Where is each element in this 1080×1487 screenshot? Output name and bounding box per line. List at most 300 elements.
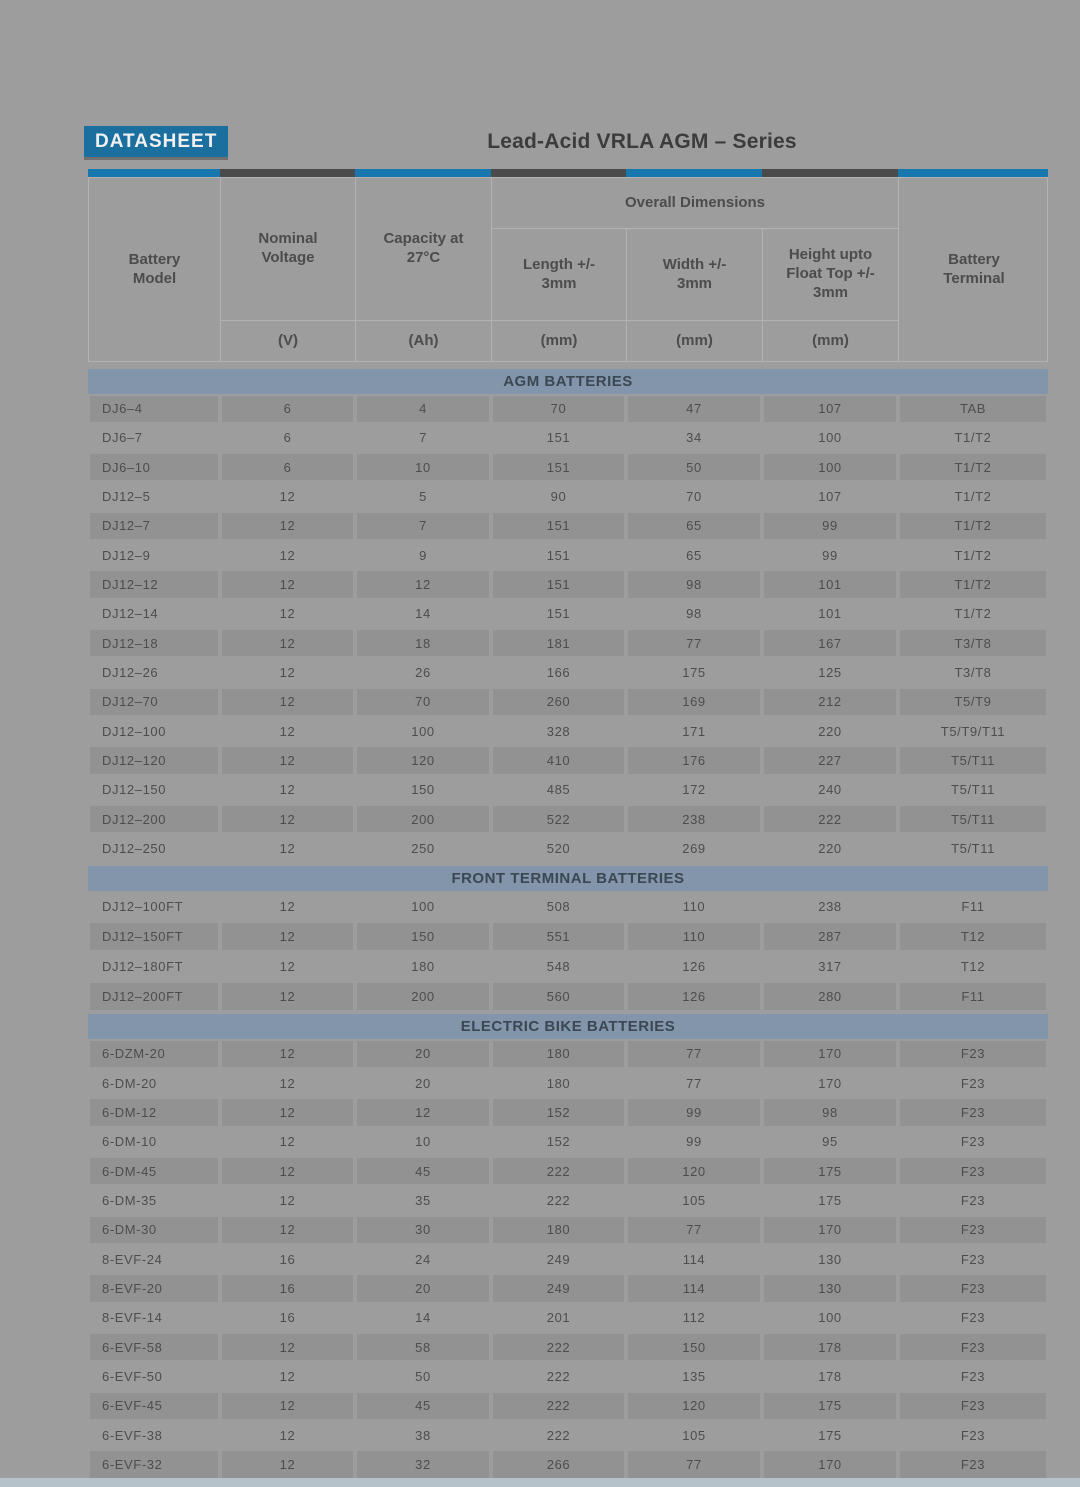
cell-terminal: T1/T2 — [954, 489, 992, 505]
accent-segment — [355, 169, 491, 177]
section-header — [88, 369, 1048, 394]
cell-voltage: 12 — [222, 1393, 353, 1419]
cell-width: 112 — [682, 1310, 706, 1326]
cell-terminal: F23 — [900, 1334, 1046, 1360]
cell-model: DJ6–4 — [90, 396, 218, 422]
accent-segment — [220, 169, 355, 177]
cell-height: 220 — [818, 723, 842, 739]
cell-capacity: 38 — [415, 1427, 431, 1443]
cell-capacity: 30 — [357, 1217, 489, 1243]
table-row — [88, 951, 1048, 981]
cell-capacity: 45 — [357, 1393, 489, 1419]
cell-height: 227 — [764, 747, 896, 773]
cell-height: 170 — [818, 1075, 842, 1091]
cell-capacity: 120 — [357, 747, 489, 773]
table-row — [88, 1450, 1048, 1479]
cell-height: 178 — [818, 1369, 842, 1385]
cell-capacity: 150 — [357, 923, 489, 950]
cell-voltage: 12 — [222, 513, 353, 539]
column-group-overall-dimensions: Overall Dimensions — [492, 178, 899, 229]
cell-voltage: 12 — [222, 1334, 353, 1360]
cell-model: DJ12–5 — [102, 489, 151, 505]
table-row — [88, 746, 1048, 775]
table-header — [88, 177, 1048, 362]
cell-capacity: 7 — [419, 430, 427, 446]
cell-model: 6-DM-30 — [90, 1217, 218, 1243]
cell-height: 130 — [818, 1251, 842, 1267]
cell-terminal: T1/T2 — [954, 430, 992, 446]
cell-voltage: 6 — [222, 454, 353, 480]
cell-length: 151 — [493, 571, 624, 597]
cell-capacity: 200 — [357, 983, 489, 1010]
cell-width: 169 — [628, 689, 760, 715]
cell-length: 180 — [493, 1041, 624, 1067]
cell-voltage: 12 — [279, 1427, 296, 1443]
cell-height: 220 — [818, 841, 842, 857]
unit-length: (mm) — [492, 321, 627, 361]
cell-height: 98 — [764, 1099, 896, 1125]
cell-model: 6-DM-12 — [90, 1099, 218, 1125]
cell-capacity: 58 — [357, 1334, 489, 1360]
cell-width: 47 — [628, 396, 760, 422]
column-header-battery-model: Battery Model — [89, 178, 221, 361]
cell-terminal: F23 — [900, 1041, 1046, 1067]
cell-model: DJ12–18 — [90, 630, 218, 656]
cell-height: 240 — [818, 782, 842, 798]
cell-model: DJ12–200 — [90, 806, 218, 832]
cell-length: 166 — [546, 665, 571, 681]
table-row — [88, 1157, 1048, 1186]
cell-terminal: T1/T2 — [954, 606, 992, 622]
cell-width: 98 — [628, 571, 760, 597]
cell-voltage: 12 — [279, 1193, 296, 1209]
cell-terminal: T5/T11 — [900, 747, 1046, 773]
cell-voltage: 12 — [279, 782, 296, 798]
cell-capacity: 50 — [415, 1369, 431, 1385]
cell-width: 65 — [628, 513, 760, 539]
table-row — [88, 834, 1048, 863]
cell-length: 151 — [546, 547, 571, 563]
cell-length: 249 — [493, 1275, 624, 1301]
cell-length: 410 — [493, 747, 624, 773]
section-title: FRONT TERMINAL BATTERIES — [451, 870, 685, 888]
cell-terminal: F23 — [900, 1217, 1046, 1243]
accent-segment — [762, 169, 898, 177]
cell-terminal: T1/T2 — [900, 454, 1046, 480]
cell-model: DJ12–26 — [102, 665, 159, 681]
bottom-strip — [0, 1478, 1080, 1487]
cell-width: 114 — [628, 1275, 760, 1301]
cell-height: 222 — [764, 806, 896, 832]
cell-terminal: F23 — [960, 1251, 986, 1267]
cell-terminal: F23 — [960, 1369, 986, 1385]
cell-width: 135 — [682, 1369, 706, 1385]
table-row — [88, 541, 1048, 570]
cell-length: 551 — [493, 923, 624, 950]
table-row — [88, 775, 1048, 804]
page-title: Lead-Acid VRLA AGM – Series — [487, 130, 797, 153]
cell-height: 107 — [764, 396, 896, 422]
table-row — [88, 687, 1048, 716]
table-row — [88, 1333, 1048, 1362]
table-row — [88, 394, 1048, 423]
cell-model: 6-EVF-50 — [102, 1369, 163, 1385]
cell-model: DJ6–7 — [102, 430, 143, 446]
cell-capacity: 12 — [357, 571, 489, 597]
table-row — [88, 1245, 1048, 1274]
table-row — [88, 717, 1048, 746]
cell-voltage: 12 — [279, 958, 296, 974]
cell-capacity: 26 — [415, 665, 431, 681]
table-row — [88, 1186, 1048, 1215]
table-row — [88, 1391, 1048, 1420]
table-row — [88, 1215, 1048, 1244]
cell-terminal: T12 — [960, 958, 986, 974]
unit-voltage: (V) — [221, 321, 356, 361]
cell-height: 175 — [764, 1158, 896, 1184]
cell-height: 95 — [822, 1134, 838, 1150]
cell-voltage: 12 — [279, 547, 296, 563]
cell-terminal: F23 — [900, 1451, 1046, 1477]
cell-height: 170 — [764, 1217, 896, 1243]
column-header-nominal-voltage: Nominal Voltage — [221, 178, 356, 321]
cell-height: 175 — [818, 1193, 842, 1209]
cell-voltage: 12 — [222, 1158, 353, 1184]
cell-terminal: T3/T8 — [900, 630, 1046, 656]
cell-width: 77 — [628, 630, 760, 656]
cell-width: 126 — [682, 958, 706, 974]
cell-length: 508 — [546, 898, 571, 914]
cell-width: 120 — [628, 1393, 760, 1419]
cell-model: DJ12–180FT — [102, 958, 184, 974]
cell-length: 222 — [546, 1193, 571, 1209]
cell-length: 201 — [546, 1310, 571, 1326]
cell-terminal: T5/T9 — [900, 689, 1046, 715]
cell-voltage: 12 — [279, 606, 296, 622]
cell-voltage: 6 — [222, 396, 353, 422]
cell-model: DJ12–120 — [90, 747, 218, 773]
cell-capacity: 35 — [415, 1193, 431, 1209]
cell-capacity: 9 — [419, 547, 427, 563]
cell-terminal: F23 — [900, 1393, 1046, 1419]
cell-height: 130 — [764, 1275, 896, 1301]
cell-height: 170 — [764, 1041, 896, 1067]
cell-voltage: 12 — [279, 841, 296, 857]
cell-width: 65 — [686, 547, 702, 563]
table-row — [88, 658, 1048, 687]
battery-table — [88, 169, 1048, 1479]
table-row — [88, 511, 1048, 540]
cell-length: 180 — [546, 1075, 571, 1091]
cell-voltage: 6 — [283, 430, 292, 446]
cell-height: 170 — [764, 1451, 896, 1477]
cell-model: 6-EVF-58 — [90, 1334, 218, 1360]
cell-width: 99 — [628, 1099, 760, 1125]
cell-model: 6-EVF-32 — [90, 1451, 218, 1477]
cell-model: DJ12–70 — [90, 689, 218, 715]
table-row — [88, 482, 1048, 511]
cell-capacity: 100 — [411, 898, 435, 914]
table-row — [88, 570, 1048, 599]
cell-voltage: 12 — [222, 983, 353, 1010]
cell-width: 105 — [682, 1427, 706, 1443]
section-header — [88, 866, 1048, 891]
cell-height: 107 — [818, 489, 842, 505]
cell-model: 6-DM-20 — [102, 1075, 157, 1091]
cell-length: 180 — [493, 1217, 624, 1243]
cell-voltage: 12 — [222, 1041, 353, 1067]
cell-terminal: T3/T8 — [954, 665, 992, 681]
cell-width: 77 — [628, 1041, 760, 1067]
cell-capacity: 18 — [357, 630, 489, 656]
table-body — [88, 369, 1048, 1479]
cell-length: 222 — [493, 1393, 624, 1419]
cell-terminal: F23 — [960, 1193, 986, 1209]
table-row — [88, 1303, 1048, 1332]
cell-height: 101 — [764, 571, 896, 597]
cell-terminal: T12 — [900, 923, 1046, 950]
table-row — [88, 1069, 1048, 1098]
cell-height: 238 — [818, 898, 842, 914]
cell-height: 212 — [764, 689, 896, 715]
cell-model: DJ12–100FT — [102, 898, 184, 914]
cell-model: 6-EVF-38 — [102, 1427, 163, 1443]
cell-width: 77 — [628, 1451, 760, 1477]
cell-width: 114 — [682, 1251, 706, 1267]
cell-capacity: 12 — [357, 1099, 489, 1125]
cell-terminal: T1/T2 — [900, 571, 1046, 597]
cell-model: 6-DM-10 — [102, 1134, 157, 1150]
cell-voltage: 16 — [279, 1251, 296, 1267]
cell-capacity: 20 — [415, 1075, 431, 1091]
cell-model: 6-EVF-45 — [90, 1393, 218, 1419]
cell-voltage: 12 — [279, 723, 296, 739]
cell-model: 8-EVF-24 — [102, 1251, 163, 1267]
cell-length: 151 — [493, 454, 624, 480]
cell-voltage: 16 — [279, 1310, 296, 1326]
cell-capacity: 32 — [357, 1451, 489, 1477]
cell-length: 520 — [546, 841, 571, 857]
cell-width: 77 — [628, 1217, 760, 1243]
cell-length: 90 — [550, 489, 567, 505]
cell-terminal: F23 — [900, 1275, 1046, 1301]
cell-terminal: T5/T9/T11 — [940, 723, 1006, 739]
accent-segment — [88, 169, 220, 177]
cell-width: 70 — [686, 489, 702, 505]
table-row — [88, 921, 1048, 951]
cell-voltage: 12 — [222, 1217, 353, 1243]
cell-length: 222 — [493, 1334, 624, 1360]
cell-model: DJ12–7 — [90, 513, 218, 539]
cell-length: 222 — [493, 1158, 624, 1184]
column-header-battery-terminal: Battery Terminal — [943, 250, 1005, 287]
table-row — [88, 599, 1048, 628]
cell-model: DJ12–100 — [102, 723, 167, 739]
cell-width: 99 — [686, 1134, 702, 1150]
cell-voltage: 12 — [222, 689, 353, 715]
cell-width: 50 — [628, 454, 760, 480]
cell-capacity: 100 — [411, 723, 435, 739]
cell-capacity: 70 — [357, 689, 489, 715]
cell-height: 280 — [764, 983, 896, 1010]
column-header-width: Width +/- 3mm — [627, 229, 763, 321]
cell-width: 269 — [682, 841, 706, 857]
table-row — [88, 1127, 1048, 1156]
cell-capacity: 20 — [357, 1275, 489, 1301]
cell-width: 171 — [682, 723, 706, 739]
cell-terminal: F23 — [900, 1158, 1046, 1184]
cell-height: 178 — [764, 1334, 896, 1360]
cell-width: 126 — [628, 983, 760, 1010]
cell-height: 100 — [764, 454, 896, 480]
cell-voltage: 12 — [222, 571, 353, 597]
cell-height: 175 — [818, 1427, 842, 1443]
cell-voltage: 16 — [222, 1275, 353, 1301]
cell-height: 287 — [764, 923, 896, 950]
cell-terminal: F23 — [960, 1075, 986, 1091]
cell-voltage: 12 — [222, 923, 353, 950]
cell-capacity: 250 — [411, 841, 435, 857]
cell-model: DJ12–200FT — [90, 983, 218, 1010]
cell-length: 548 — [546, 958, 571, 974]
cell-voltage: 12 — [222, 806, 353, 832]
table-row — [88, 423, 1048, 452]
cell-length: 222 — [546, 1427, 571, 1443]
cell-length: 151 — [546, 606, 571, 622]
cell-terminal: F11 — [961, 898, 985, 914]
cell-model: 6-DM-35 — [102, 1193, 157, 1209]
table-row — [88, 629, 1048, 658]
cell-capacity: 10 — [357, 454, 489, 480]
cell-height: 175 — [764, 1393, 896, 1419]
cell-terminal: F11 — [900, 983, 1046, 1010]
cell-length: 522 — [493, 806, 624, 832]
cell-capacity: 180 — [411, 958, 435, 974]
cell-voltage: 12 — [279, 1075, 296, 1091]
cell-capacity: 14 — [415, 1310, 431, 1326]
cell-model: DJ12–12 — [90, 571, 218, 597]
cell-voltage: 12 — [222, 630, 353, 656]
cell-length: 560 — [493, 983, 624, 1010]
cell-voltage: 12 — [222, 747, 353, 773]
table-row — [88, 891, 1048, 921]
cell-height: 100 — [818, 430, 842, 446]
cell-capacity: 45 — [357, 1158, 489, 1184]
cell-model: DJ12–150FT — [90, 923, 218, 950]
section-title: AGM BATTERIES — [503, 373, 633, 390]
cell-capacity: 14 — [415, 606, 431, 622]
cell-height: 317 — [818, 958, 842, 974]
cell-width: 176 — [628, 747, 760, 773]
cell-width: 98 — [686, 606, 702, 622]
accent-segment — [491, 169, 626, 177]
cell-capacity: 10 — [415, 1134, 431, 1150]
cell-model: DJ6–10 — [90, 454, 218, 480]
cell-length: 260 — [493, 689, 624, 715]
table-row — [88, 453, 1048, 482]
cell-voltage: 12 — [222, 1451, 353, 1477]
cell-capacity: 5 — [419, 489, 427, 505]
table-row — [88, 1274, 1048, 1303]
cell-height: 100 — [818, 1310, 842, 1326]
cell-length: 249 — [546, 1251, 571, 1267]
cell-width: 150 — [628, 1334, 760, 1360]
cell-model: DJ12–14 — [102, 606, 159, 622]
cell-capacity: 7 — [357, 513, 489, 539]
cell-model: DJ12–9 — [102, 547, 151, 563]
cell-voltage: 12 — [279, 1369, 296, 1385]
cell-terminal: F23 — [960, 1310, 986, 1326]
datasheet-badge: DATASHEET — [84, 126, 228, 157]
cell-height: 99 — [822, 547, 838, 563]
cell-width: 105 — [682, 1193, 706, 1209]
cell-height: 167 — [764, 630, 896, 656]
unit-height: (mm) — [763, 321, 899, 361]
table-row — [88, 1098, 1048, 1127]
table-row — [88, 805, 1048, 834]
cell-terminal: T1/T2 — [900, 513, 1046, 539]
table-row — [88, 1421, 1048, 1450]
cell-voltage: 12 — [279, 489, 296, 505]
table-row — [88, 1039, 1048, 1068]
cell-width: 172 — [682, 782, 706, 798]
cell-terminal: TAB — [900, 396, 1046, 422]
table-row — [88, 1362, 1048, 1391]
unit-width: (mm) — [627, 321, 763, 361]
cell-terminal: T5/T11 — [951, 841, 995, 857]
cell-length: 152 — [546, 1134, 571, 1150]
section-header — [88, 1014, 1048, 1039]
cell-length: 181 — [493, 630, 624, 656]
accent-segment — [626, 169, 762, 177]
cell-terminal: F23 — [960, 1427, 986, 1443]
cell-length: 151 — [546, 430, 571, 446]
cell-terminal: T5/T11 — [951, 782, 995, 798]
column-header-length: Length +/- 3mm — [492, 229, 627, 321]
cell-width: 34 — [686, 430, 702, 446]
cell-length: 328 — [546, 723, 571, 739]
cell-length: 222 — [546, 1369, 571, 1385]
cell-length: 152 — [493, 1099, 624, 1125]
table-row — [88, 981, 1048, 1011]
accent-bar — [88, 169, 1048, 177]
cell-height: 125 — [818, 665, 842, 681]
cell-length: 266 — [493, 1451, 624, 1477]
cell-capacity: 200 — [357, 806, 489, 832]
cell-width: 120 — [628, 1158, 760, 1184]
cell-capacity: 24 — [415, 1251, 431, 1267]
column-header-capacity: Capacity at 27°C — [356, 178, 492, 321]
cell-model: 6-DM-45 — [90, 1158, 218, 1184]
cell-length: 485 — [546, 782, 571, 798]
cell-model: DJ12–150 — [102, 782, 167, 798]
accent-segment — [898, 169, 1048, 177]
cell-width: 238 — [628, 806, 760, 832]
column-header-height: Height upto Float Top +/- 3mm — [763, 229, 899, 321]
cell-width: 77 — [686, 1075, 702, 1091]
unit-capacity: (Ah) — [356, 321, 492, 361]
cell-width: 110 — [628, 923, 760, 950]
cell-capacity: 4 — [357, 396, 489, 422]
cell-model: 6-DZM-20 — [90, 1041, 218, 1067]
cell-voltage: 12 — [279, 665, 296, 681]
cell-voltage: 12 — [279, 898, 296, 914]
cell-model: 8-EVF-14 — [102, 1310, 163, 1326]
cell-voltage: 12 — [222, 1099, 353, 1125]
cell-model: 8-EVF-20 — [90, 1275, 218, 1301]
cell-capacity: 150 — [411, 782, 435, 798]
cell-voltage: 12 — [279, 1134, 296, 1150]
